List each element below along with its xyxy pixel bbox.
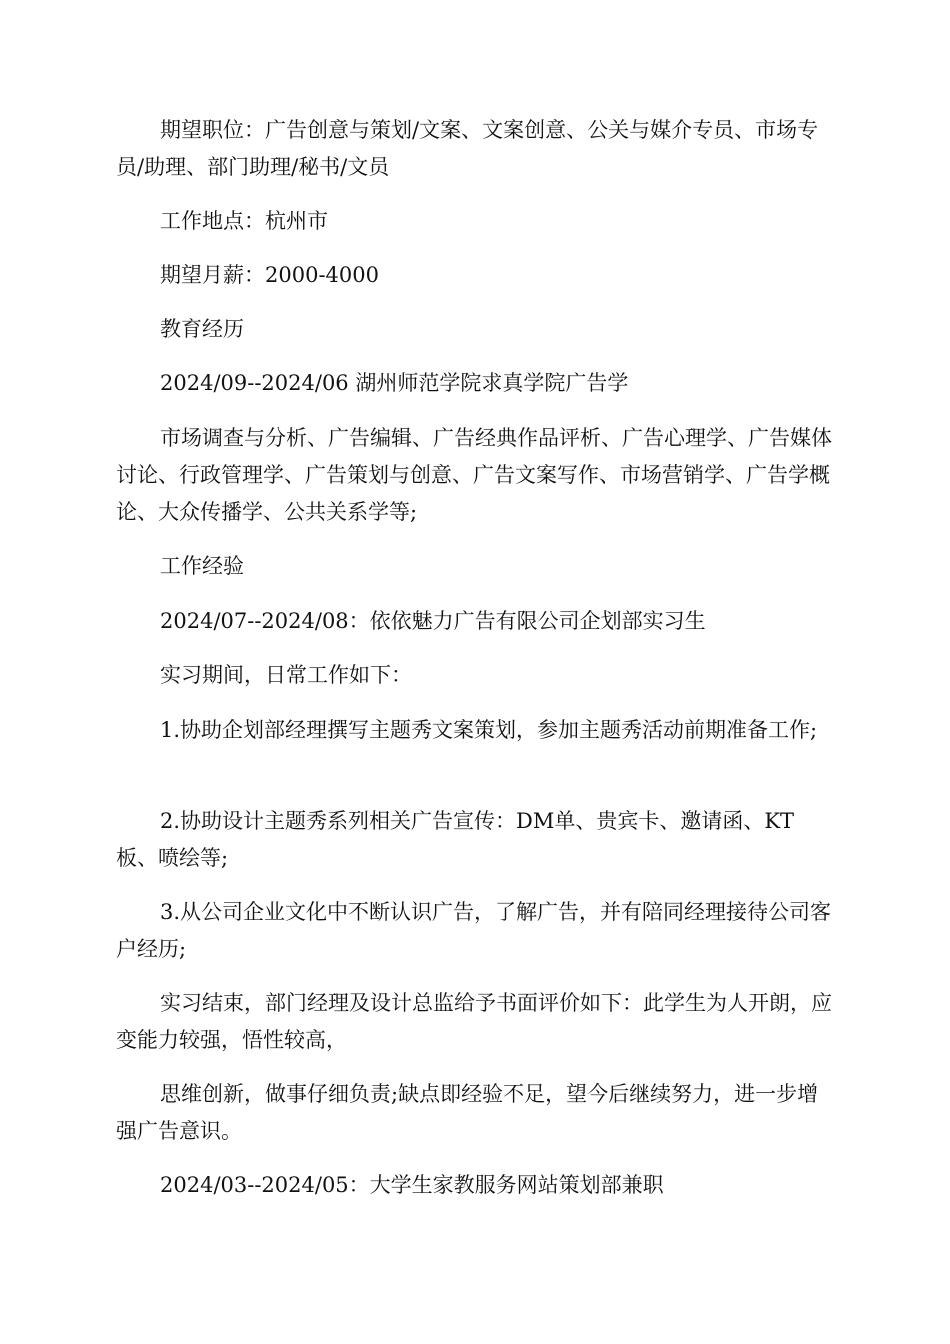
duty-item-2: 2.协助设计主题秀系列相关广告宣传：DM单、贵宾卡、邀请函、KT板、喷绘等; xyxy=(116,809,795,870)
duty-item-1: 1.协助企划部经理撰写主题秀文案策划，参加主题秀活动前期准备工作; xyxy=(160,718,818,742)
internship-evaluation: 实习结束，部门经理及设计总监给予书面评价如下：此学生为人开朗，应变能力较强，悟性较高， xyxy=(116,991,832,1052)
desired-position: 期望职位：广告创意与策划/文案、文案创意、公关与媒介专员、市场专员/助理、部门助理/秘书/文员 xyxy=(116,118,819,179)
education-heading: 教育经历 xyxy=(160,317,244,341)
work-experience-heading: 工作经验 xyxy=(160,554,244,578)
work-entry-part-time: 2024/03--2024/05：大学生家教服务网站策划部兼职 xyxy=(160,1173,664,1197)
education-entry: 2024/09--2024/06 湖州师范学院求真学院广告学 xyxy=(160,371,629,395)
duty-item-3: 3.从公司企业文化中不断认识广告，了解广告，并有陪同经理接待公司客户经历; xyxy=(116,900,832,961)
internship-intro: 实习期间，日常工作如下： xyxy=(160,663,412,687)
work-location: 工作地点：杭州市 xyxy=(160,209,328,233)
desired-salary: 期望月薪：2000-4000 xyxy=(160,263,379,287)
work-entry-internship: 2024/07--2024/08：依依魅力广告有限公司企划部实习生 xyxy=(160,609,706,633)
evaluation-continued: 思维创新，做事仔细负责;缺点即经验不足，望今后继续努力，进一步增强广告意识。 xyxy=(116,1082,819,1143)
course-list: 市场调查与分析、广告编辑、广告经典作品评析、广告心理学、广告媒体讨论、行政管理学、广告策划与创意、广告文案写作、市场营销学、广告学概论、大众传播学、公共关系学等; xyxy=(116,426,832,524)
